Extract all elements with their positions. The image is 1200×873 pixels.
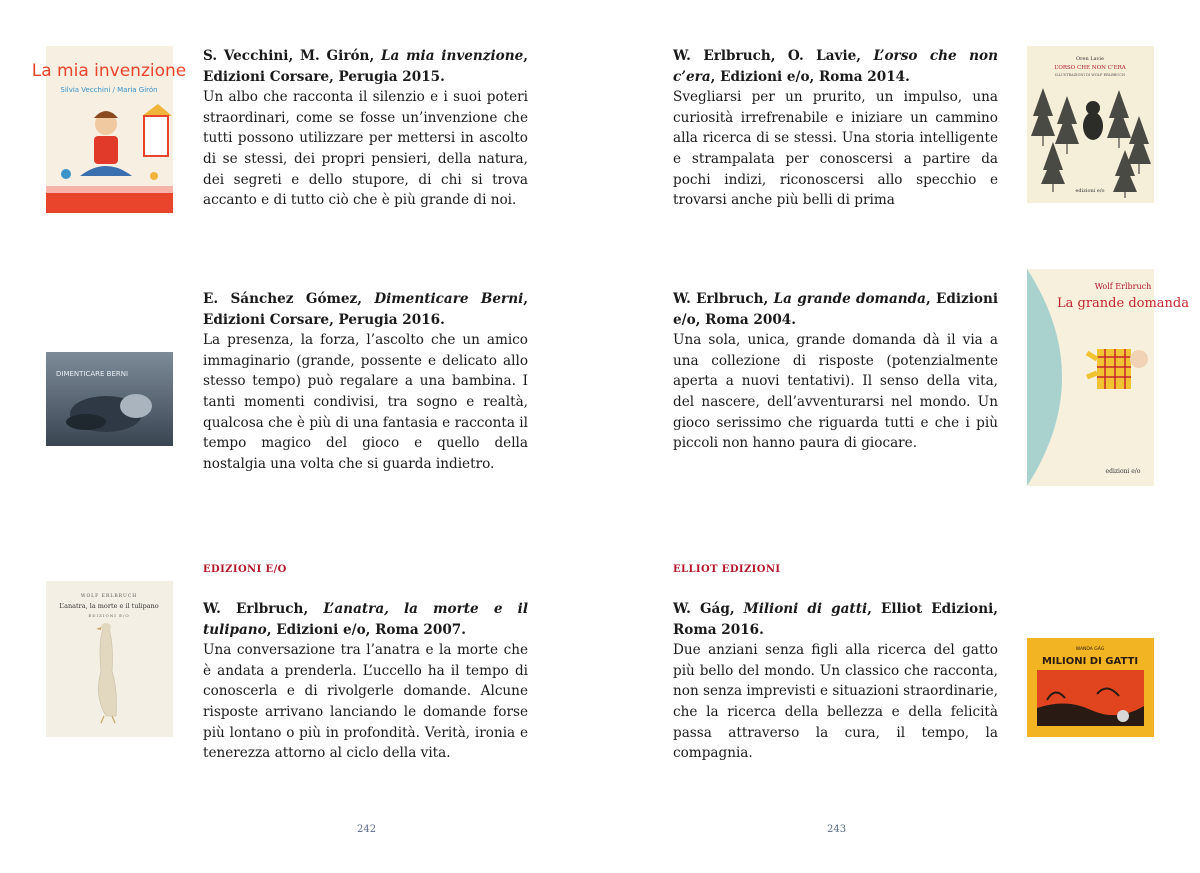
entry-heading: W. Gág, Milioni di gatti, Elliot Edizioni, Roma 2016.	[673, 601, 998, 638]
cover-author: WOLF ERLBRUCH	[80, 594, 138, 599]
page-number: 243	[827, 824, 847, 835]
entry-description: Svegliarsi per un prurito, un impulso, una curiosità irrefrenabile e iniziare un cammino alla ricerca di se stessi. Una storia intelligente e strampalata per conoscersi a partire da pochi indizi, riconoscersi allo specchio e trovarsi anche più belli di prima	[673, 89, 998, 209]
entry-heading: W. Erlbruch, O. Lavie, L’orso che non c’era, Edizioni e/o, Roma 2014.	[673, 48, 998, 85]
entry-heading: E. Sánchez Gómez, Dimenticare Berni, Edizioni Corsare, Perugia 2016.	[203, 291, 528, 328]
book-cover-lorso-che-non-cera	[1027, 46, 1154, 203]
cover-subtitle: ILLUSTRAZIONI DI WOLF ERLBRUCH	[1055, 73, 1125, 77]
entry-description: Due anziani senza figli alla ricerca del gatto più bello del mondo. Un classico che racconta, non senza imprevisti e situazioni straordinarie, che la ricerca della bellezza e della felicità passa attraverso la cura, il tempo, la compagnia.	[673, 642, 998, 762]
entry-lanatra	[203, 599, 528, 764]
section-label-elliot-edizioni: ELLIOT EDIZIONI	[673, 564, 781, 575]
cover-publisher: edizioni e/o	[1105, 468, 1141, 475]
book-cover-lanatra-la-morte-e-il-tulipano	[46, 581, 173, 737]
right-page	[600, 0, 1200, 873]
cover-title: La grande domanda	[1057, 296, 1189, 311]
book-cover-milioni-di-gatti	[1027, 638, 1154, 737]
cover-title: L’anatra, la morte e il tulipano	[59, 602, 159, 610]
cover-author: Oren Lavie	[1076, 56, 1104, 62]
cover-authors: Silvia Vecchini / Maria Girón	[60, 86, 158, 94]
cover-title: DIMENTICARE BERNI	[56, 370, 129, 378]
cover-publisher: edizioni e/o	[1075, 188, 1105, 194]
entry-lorso-che-non-cera	[673, 46, 998, 211]
entry-description: La presenza, la forza, l’ascolto che un amico immaginario (grande, possente e delicato allo stesso tempo) può regalare a una bambina. I tanti momenti condivisi, tra sogno e realtà, qualcosa che è più di una fantasia e racconta il tempo magico del gioco e quello della nostalgia una volta che si guarda indietro.	[203, 332, 528, 472]
entry-description: Un albo che racconta il silenzio e i suoi poteri straordinari, come se fosse un’invenzione che tutti possono utilizzare per mettersi in ascolto di se stessi, dei propri pensieri, della natura, dei segreti e dello stupore, di chi si trova accanto e di tutto ciò che è più grande di noi.	[203, 89, 528, 209]
entry-heading: W. Erlbruch, La grande domanda, Edizioni e/o, Roma 2004.	[673, 291, 998, 328]
entry-la-mia-invenzione	[203, 46, 528, 211]
section-label-edizioni-eo: EDIZIONI E/O	[203, 564, 287, 575]
book-cover-la-grande-domanda	[1027, 269, 1189, 486]
entry-la-grande-domanda	[673, 289, 998, 454]
cover-publisher: EDIZIONI E/O	[88, 613, 130, 618]
entry-dimenticare-berni	[203, 289, 528, 474]
book-cover-dimenticare-berni	[46, 352, 173, 446]
entry-description: Una sola, unica, grande domanda dà il via a una collezione di risposte (potenzialmente aperta a nuovi tentativi). Il senso della vita, del nascere, dell’avventurarsi nel mondo. Un gioco serissimo che riguarda tutti e che i più piccoli non hanno paura di giocare.	[673, 332, 998, 452]
entry-heading: S. Vecchini, M. Girón, La mia invenzione, Edizioni Corsare, Perugia 2015.	[203, 48, 528, 85]
entry-milioni-di-gatti	[673, 599, 998, 764]
book-cover-la-mia-invenzione	[31, 46, 187, 213]
page-number: 242	[357, 824, 377, 835]
cover-title: L’ORSO CHE NON C’ERA	[1054, 65, 1126, 71]
entry-description: Una conversazione tra l’anatra e la morte che è andata a prenderla. L’uccello ha il tempo di conoscerla e di rivolgerle domande. Alcune risposte arrivano lanciando le domande forse più lontano o più in profondità. Verità, ironia e tenerezza attorno al ciclo della vita.	[203, 642, 528, 762]
entry-heading: W. Erlbruch, L’anatra, la morte e il tulipano, Edizioni e/o, Roma 2007.	[203, 601, 528, 638]
cover-title: MILIONI DI GATTI	[1041, 656, 1139, 667]
cover-title-line1: La mia invenzione	[31, 61, 187, 81]
cover-author: WANDA GÁG	[1075, 647, 1105, 652]
cover-author: Wolf Erlbruch	[1094, 282, 1152, 291]
